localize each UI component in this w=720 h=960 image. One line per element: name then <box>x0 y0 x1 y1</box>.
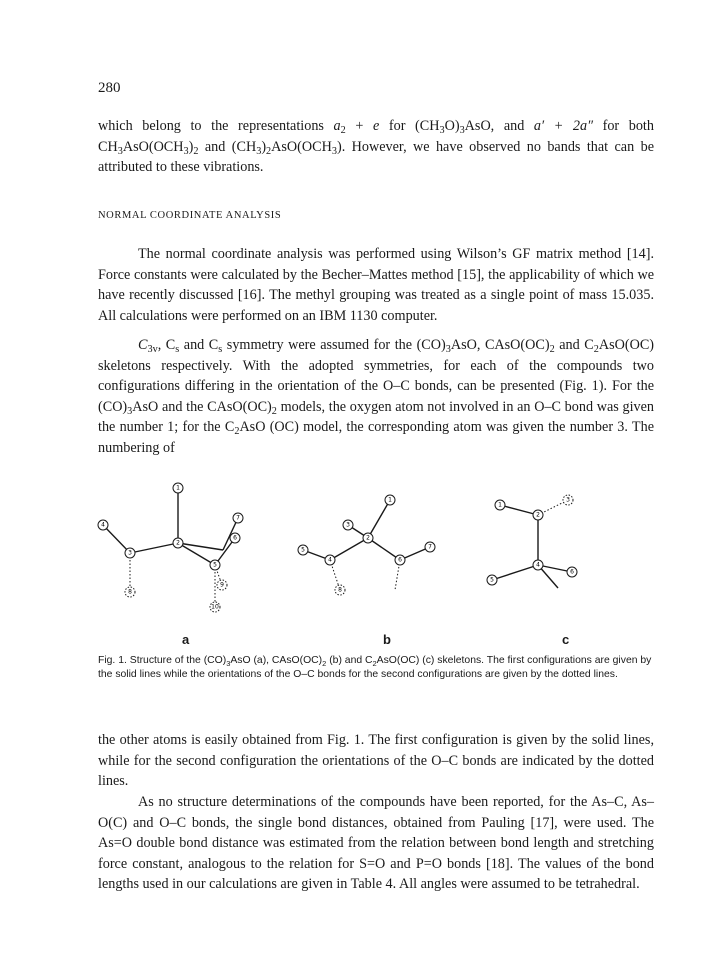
svg-text:5: 5 <box>213 561 217 569</box>
paragraph-bond-lengths: As no structure determinations of the compounds have been reported, for the As–C, As–O(C) and O–C bonds, the single bond distances, obtained from Pauling [17], were used. The As=O double bond distance was estimated from the relation between bond length and stretching force constant, analogous to the relation for S=O and P=O bonds [18]. The values of the bond lengths used in our calculations are given in Table 4. All angles were assumed to be tetrahedral. <box>98 794 654 892</box>
structure-a <box>98 483 243 612</box>
figure-label-a: a <box>182 632 190 647</box>
svg-text:7: 7 <box>236 514 240 522</box>
svg-text:4: 4 <box>328 556 332 564</box>
atom-b-4 <box>325 555 335 565</box>
svg-text:7: 7 <box>428 543 432 551</box>
atom-c-6 <box>567 567 577 577</box>
svg-text:2: 2 <box>176 539 180 547</box>
figure-caption: Fig. 1. Structure of the $(CO)_3AsO$ (a), $CAsO(OC)_2$ (b) and $C_2AsO(OC)$ (c) skeletons. The first configurations are given by the solid lines while the orientations of the O–C bonds for the second configurations are given by the dotted lines. <box>98 655 652 680</box>
svg-text:2: 2 <box>366 534 370 542</box>
svg-text:1: 1 <box>388 496 392 504</box>
atom-a-8 <box>125 587 135 597</box>
atom-c-3 <box>563 495 573 505</box>
svg-text:5: 5 <box>490 576 494 584</box>
atom-a-10 <box>210 602 220 612</box>
atom-b-8 <box>335 585 345 595</box>
paragraph-symmetry: $C_{3v}$, $C_s$ and $C_s$ symmetry were assumed for the $(CO)_3AsO$, $CAsO(OC)_2$ and $C_2AsO(OC)$ skeletons respectively. With the adopted symmetries, for each of the compounds two configurations differing in the orientation of the O–C bonds, can be presented (Fig. 1). For the $(CO)_3AsO$ and the $CAsO(OC)_2$ models, the oxygen atom not involved in an O–C bond was given the number 1; for the $C_2AsO$ (OC) model, the corresponding atom was given the number 3. The numbering of <box>98 337 655 456</box>
svg-text:4: 4 <box>536 561 540 569</box>
paragraph-numbering: the other atoms is easily obtained from Fig. 1. The first configuration is given by the solid lines, while for the second configuration the orientations of the O–C bonds are indicated by the dotted lines. <box>98 732 654 789</box>
svg-text:6: 6 <box>398 556 402 564</box>
atom-a-7 <box>233 513 243 523</box>
atom-b-6 <box>395 555 405 565</box>
structure-c <box>487 495 577 588</box>
paragraph-method: The normal coordinate analysis was performed using Wilson’s GF matrix method [14]. Force constants were calculated by the Becher–Mattes method [15], the applicability of which we have recently discussed [16]. The methyl grouping was treated as a single point of mass 15.035. All calculations were performed on an IBM 1130 computer. <box>98 246 654 324</box>
atom-c-5 <box>487 575 497 585</box>
figure-label-c: c <box>562 632 570 647</box>
page-number: 280 <box>98 80 121 96</box>
atom-b-5 <box>298 545 308 555</box>
atom-a-4 <box>98 520 108 530</box>
svg-text:6: 6 <box>570 568 574 576</box>
atom-b-2 <box>363 533 373 543</box>
svg-text:2: 2 <box>536 511 540 519</box>
figure-1-structures <box>60 470 680 620</box>
atom-c-4 <box>533 560 543 570</box>
figure-label-b: b <box>383 632 391 647</box>
atom-c-1 <box>495 500 505 510</box>
svg-text:4: 4 <box>101 521 105 529</box>
svg-text:3: 3 <box>346 521 350 529</box>
svg-text:8: 8 <box>128 588 132 596</box>
atom-a-2 <box>173 538 183 548</box>
svg-text:3: 3 <box>128 549 132 557</box>
atom-b-1 <box>385 495 395 505</box>
atom-a-3 <box>125 548 135 558</box>
atom-c-2 <box>533 510 543 520</box>
svg-text:3: 3 <box>566 496 570 504</box>
svg-text:10: 10 <box>211 603 219 611</box>
svg-text:1: 1 <box>176 484 180 492</box>
atom-b-3 <box>343 520 353 530</box>
atom-a-6 <box>230 533 240 543</box>
svg-text:6: 6 <box>233 534 237 542</box>
atom-a-5 <box>210 560 220 570</box>
structure-b <box>298 495 435 595</box>
svg-text:9: 9 <box>220 581 224 589</box>
intro-paragraph: which belong to the representations $a_2 + e$ for $(CH_3O)_3AsO$, and a′ + 2a″ for both $CH_3AsO(OCH_3)_2$ and $(CH_3)_2AsO(OCH_3)$. However, we have observed no bands that can be attributed to these vibrations. <box>98 118 654 175</box>
atom-b-7 <box>425 542 435 552</box>
section-heading: NORMAL COORDINATE ANALYSIS <box>98 210 282 221</box>
svg-text:5: 5 <box>301 546 305 554</box>
svg-text:1: 1 <box>498 501 502 509</box>
svg-text:8: 8 <box>338 586 342 594</box>
atom-a-1 <box>173 483 183 493</box>
atom-a-9 <box>217 580 227 590</box>
